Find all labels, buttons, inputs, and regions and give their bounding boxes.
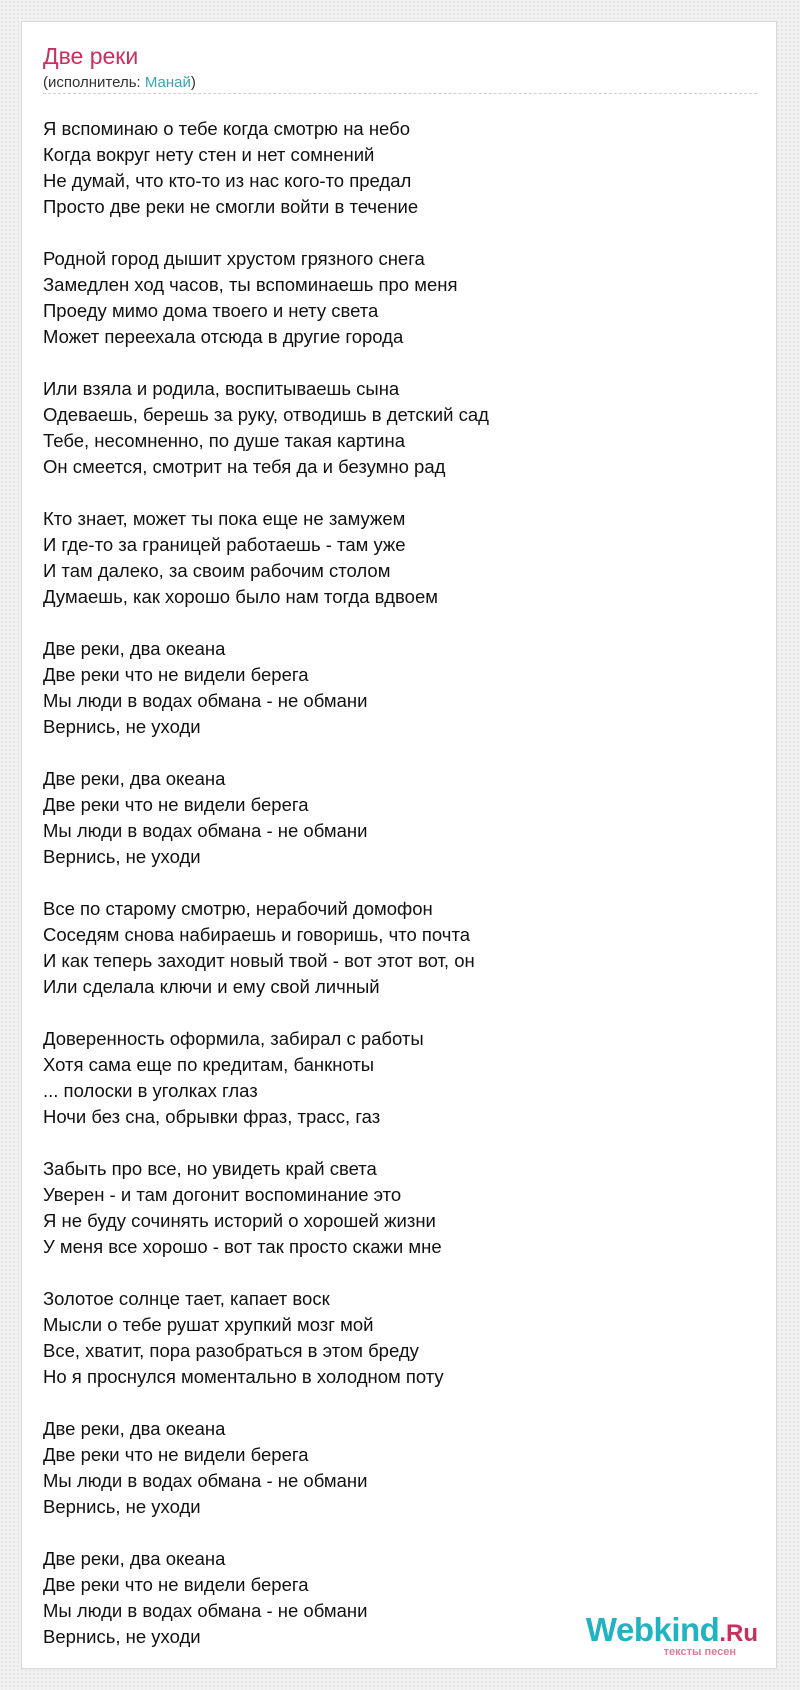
lyric-line: Две реки, два океана [43, 1418, 226, 1439]
lyric-line: Мысли о тебе рушат хрупкий мозг мой [43, 1314, 374, 1335]
stanza [43, 766, 743, 870]
logo-domain: .Ru [719, 1620, 758, 1647]
stanza [43, 506, 743, 610]
lyric-line: Может переехала отсюда в другие города [43, 326, 404, 347]
artist-link[interactable]: Манай [144, 74, 191, 91]
lyric-line: Одеваешь, берешь за руку, отводишь в детский сад [43, 404, 489, 425]
lyric-line: И как теперь заходит новый твой - вот этот вот, он [43, 950, 475, 971]
lyric-line: Золотое солнце тает, капает воск [43, 1288, 330, 1309]
lyric-line: Думаешь, как хорошо было нам тогда вдвоем [43, 586, 438, 607]
lyric-line: Мы люди в водах обмана - не обмани [43, 690, 368, 711]
lyric-line: Мы люди в водах обмана - не обмани [43, 820, 368, 841]
lyric-line: Уверен - и там догонит воспоминание это [43, 1184, 402, 1205]
lyric-line: ... полоски в уголках глаз [43, 1080, 258, 1101]
lyric-line: Не думай, что кто-то из нас кого-то предал [43, 170, 412, 191]
lyric-line: У меня все хорошо - вот так просто скажи мне [43, 1236, 442, 1257]
lyric-line: Все, хватит, пора разобраться в этом бреду [43, 1340, 419, 1361]
lyric-line: Кто знает, может ты пока еще не замужем [43, 508, 406, 529]
lyric-line: Мы люди в водах обмана - не обмани [43, 1470, 368, 1491]
lyric-line: Хотя сама еще по кредитам, банкноты [43, 1054, 375, 1075]
lyric-line: Родной город дышит хрустом грязного снега [43, 248, 425, 269]
lyric-line: Две реки что не видели берега [43, 664, 309, 685]
stanza [43, 896, 743, 1000]
stanza [43, 376, 743, 480]
lyric-line: Ночи без сна, обрывки фраз, трасс, газ [43, 1106, 381, 1127]
webkind-logo[interactable] [586, 1613, 758, 1658]
lyric-line: Я не буду сочинять историй о хорошей жизни [43, 1210, 436, 1231]
lyric-line: Вернись, не уходи [43, 1496, 201, 1517]
lyric-line: Он смеется, смотрит на тебя да и безумно рад [43, 456, 446, 477]
artist-prefix: (исполнитель: [43, 74, 145, 91]
lyric-line: И где-то за границей работаешь - там уже [43, 534, 406, 555]
lyrics-text [43, 116, 743, 1676]
lyric-line: Все по старому смотрю, нерабочий домофон [43, 898, 433, 919]
stanza [43, 116, 743, 220]
logo-tagline: тексты песен [663, 1646, 736, 1658]
lyric-line: Проеду мимо дома твоего и нету света [43, 300, 379, 321]
divider [43, 93, 757, 94]
stanza [43, 1026, 743, 1130]
artist-line [43, 74, 196, 92]
logo-wordmark: Webkind [585, 1611, 720, 1648]
lyric-line: Я вспоминаю о тебе когда смотрю на небо [43, 118, 411, 139]
lyric-line: И там далеко, за своим рабочим столом [43, 560, 391, 581]
lyric-line: Две реки, два океана [43, 768, 226, 789]
lyric-line: Две реки, два океана [43, 1548, 226, 1569]
artist-suffix: ) [190, 74, 196, 91]
lyric-line: Замедлен ход часов, ты вспоминаешь про меня [43, 274, 458, 295]
stanza [43, 1286, 743, 1390]
lyric-line: Доверенность оформила, забирал с работы [43, 1028, 424, 1049]
lyric-line: Вернись, не уходи [43, 1626, 201, 1647]
lyric-line: Мы люди в водах обмана - не обмани [43, 1600, 368, 1621]
lyric-line: Тебе, несомненно, по душе такая картина [43, 430, 406, 451]
lyric-line: Но я проснулся моментально в холодном поту [43, 1366, 444, 1387]
stanza [43, 636, 743, 740]
lyric-line: Просто две реки не смогли войти в течение [43, 196, 419, 217]
lyrics-card [21, 21, 777, 1669]
song-title: Две реки [43, 43, 139, 69]
stanza [43, 1156, 743, 1260]
stanza [43, 1416, 743, 1520]
lyric-line: Забыть про все, но увидеть край света [43, 1158, 377, 1179]
lyric-line: Вернись, не уходи [43, 716, 201, 737]
lyric-line: Соседям снова набираешь и говоришь, что почта [43, 924, 470, 945]
lyric-line: Вернись, не уходи [43, 846, 201, 867]
lyric-line: Или взяла и родила, воспитываешь сына [43, 378, 400, 399]
lyric-line: Когда вокруг нету стен и нет сомнений [43, 144, 375, 165]
lyric-line: Две реки, два океана [43, 638, 226, 659]
lyric-line: Две реки что не видели берега [43, 1444, 309, 1465]
lyric-line: Или сделала ключи и ему свой личный [43, 976, 380, 997]
lyric-line: Две реки что не видели берега [43, 794, 309, 815]
lyric-line: Две реки что не видели берега [43, 1574, 309, 1595]
stanza [43, 246, 743, 350]
